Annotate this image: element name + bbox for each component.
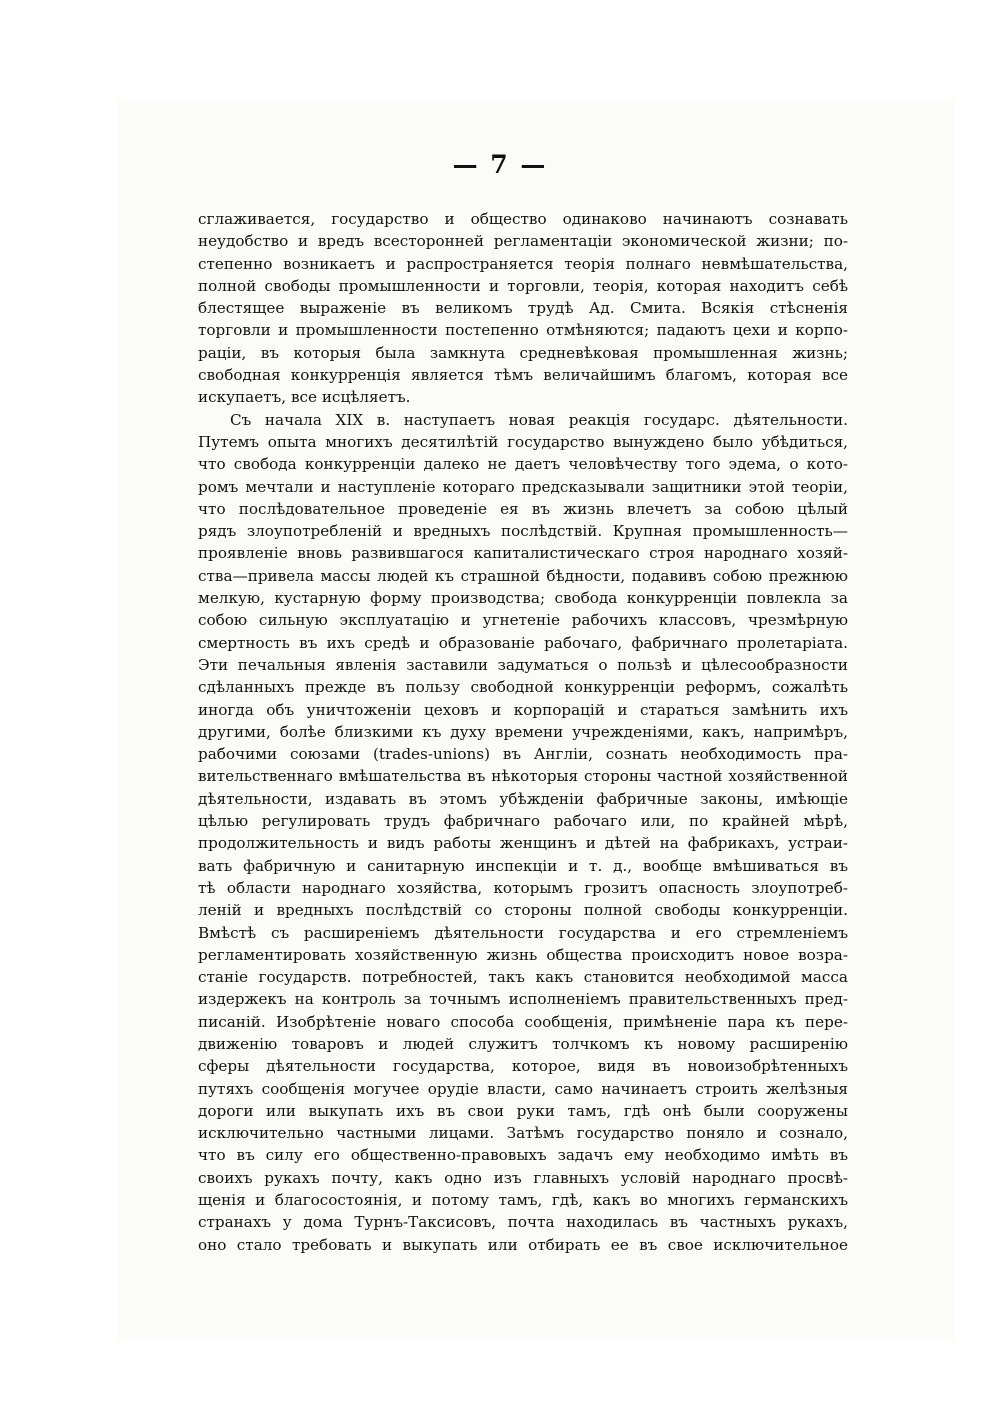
text-line: дороги или выкупать ихъ въ свои руки тамъ, гдѣ онѣ были сооружены xyxy=(198,1101,848,1120)
text-line: смертность въ ихъ средѣ и образованіе рабочаго, фабричнаго пролетаріата. xyxy=(198,633,848,652)
text-line: рабочими союзами (trades-unions) въ Англіи, сознать необходимость пра- xyxy=(198,745,848,764)
text-line: искупаетъ, все исцѣляетъ. xyxy=(198,388,411,407)
text-line: сферы дѣятельности государства, которое, видя въ новоизобрѣтенныхъ xyxy=(198,1057,848,1076)
text-line: Эти печальныя явленія заставили задуматься о пользѣ и цѣлесообразности xyxy=(198,655,848,674)
text-line: собою сильную эксплуатацію и угнетеніе рабочихъ классовъ, чрезмѣрную xyxy=(198,611,848,630)
body-text xyxy=(198,208,848,1256)
text-line: что послѣдовательное проведеніе ея въ жизнь влечетъ за собою цѣлый xyxy=(198,499,848,518)
page-number: — 7 — xyxy=(452,150,548,179)
text-line: Съ начала XIX в. наступаетъ новая реакція государс. дѣятельности. xyxy=(230,410,848,429)
text-line: сдѣланныхъ прежде въ пользу свободной конкурренціи реформъ, сожалѣть xyxy=(198,678,848,697)
text-line: регламентировать хозяйственную жизнь общества происходитъ новое возра- xyxy=(198,945,848,964)
text-line: мелкую, кустарную форму производства; свобода конкурренціи повлекла за xyxy=(198,589,848,608)
text-line: полной свободы промышленности и торговли, теорія, которая находитъ себѣ xyxy=(198,276,848,295)
text-line: вительственнаго вмѣшательства въ нѣкоторыя стороны частной хозяйственной xyxy=(198,767,848,786)
text-line: издержекъ на контроль за точнымъ исполненіемъ правительственныхъ пред- xyxy=(198,990,848,1009)
text-line: оно стало требовать и выкупать или отбирать ее въ свое исключительное xyxy=(198,1235,848,1254)
text-line: цѣлью регулировать трудъ фабричнаго рабочаго или, по крайней мѣрѣ, xyxy=(198,812,848,831)
text-line: щенія и благосостоянія, и потому тамъ, гдѣ, какъ во многихъ германскихъ xyxy=(198,1191,848,1210)
text-line: что въ силу его общественно-правовыхъ задачъ ему необходимо имѣть въ xyxy=(198,1146,848,1165)
text-line: ства—привела массы людей къ страшной бѣдности, подавивъ собою прежнюю xyxy=(198,566,848,585)
text-line: Путемъ опыта многихъ десятилѣтій государство вынуждено было убѣдиться, xyxy=(198,432,848,451)
text-line: исключительно частными лицами. Затѣмъ государство поняло и сознало, xyxy=(198,1124,848,1143)
text-line: Вмѣстѣ съ расширеніемъ дѣятельности государства и его стремленіемъ xyxy=(198,923,848,942)
text-line: своихъ рукахъ почту, какъ одно изъ главныхъ условій народнаго просвѣ- xyxy=(198,1168,848,1187)
text-line: рядъ злоупотребленій и вредныхъ послѣдствій. Крупная промышленность— xyxy=(198,522,848,541)
text-line: торговли и промышленности постепенно отмѣняются; падаютъ цехи и корпо- xyxy=(198,321,848,340)
text-line: дѣятельности, издавать въ этомъ убѣжденіи фабричные законы, имѣющіе xyxy=(198,789,848,808)
text-line: путяхъ сообщенія могучее орудіе власти, само начинаетъ строить желѣзныя xyxy=(198,1079,848,1098)
text-line: другими, болѣе близкими къ духу времени учрежденіями, какъ, напримѣръ, xyxy=(198,722,848,741)
text-line: леній и вредныхъ послѣдствій со стороны полной свободы конкурренціи. xyxy=(198,901,848,920)
text-line: продолжительность и видъ работы женщинъ и дѣтей на фабрикахъ, устраи- xyxy=(198,834,848,853)
text-line: ромъ мечтали и наступленіе котораго предсказывали защитники этой теоріи, xyxy=(198,477,848,496)
text-line: блестящее выраженіе въ великомъ трудѣ Ад. Смита. Всякія стѣсненія xyxy=(198,299,848,318)
text-line: тѣ области народнаго хозяйства, которымъ грозитъ опасность злоупотреб- xyxy=(198,878,848,897)
text-line: раціи, въ которыя была замкнута средневѣковая промышленная жизнь; xyxy=(198,343,848,362)
text-line: движенію товаровъ и людей служитъ толчкомъ къ новому расширенію xyxy=(198,1034,848,1053)
text-line: свободная конкурренція является тѣмъ величайшимъ благомъ, которая все xyxy=(198,366,848,385)
text-line: что свобода конкурренціи далеко не даетъ человѣчеству того эдема, о кото- xyxy=(198,455,848,474)
text-line: степенно возникаетъ и распространяется теорія полнаго невмѣшательства, xyxy=(198,254,848,273)
text-line: странахъ у дома Турнъ-Таксисовъ, почта находилась въ частныхъ рукахъ, xyxy=(198,1213,848,1232)
text-line: сглаживается, государство и общество одинаково начинаютъ сознавать xyxy=(198,210,848,228)
text-line: станіе государств. потребностей, такъ какъ становится необходимой масса xyxy=(198,968,848,987)
text-line: неудобство и вредъ всесторонней регламентаціи экономической жизни; по- xyxy=(198,232,848,251)
text-line: писаній. Изобрѣтеніе новаго способа сообщенія, примѣненіе пара къ пере- xyxy=(198,1012,848,1031)
text-line: проявленіе вновь развившагося капиталистическаго строя народнаго хозяй- xyxy=(198,544,848,563)
text-line: вать фабричную и санитарную инспекціи и т. д., вообще вмѣшиваться въ xyxy=(198,856,848,875)
text-line: иногда объ уничтоженіи цеховъ и корпорацій и стараться замѣнить ихъ xyxy=(198,700,848,719)
